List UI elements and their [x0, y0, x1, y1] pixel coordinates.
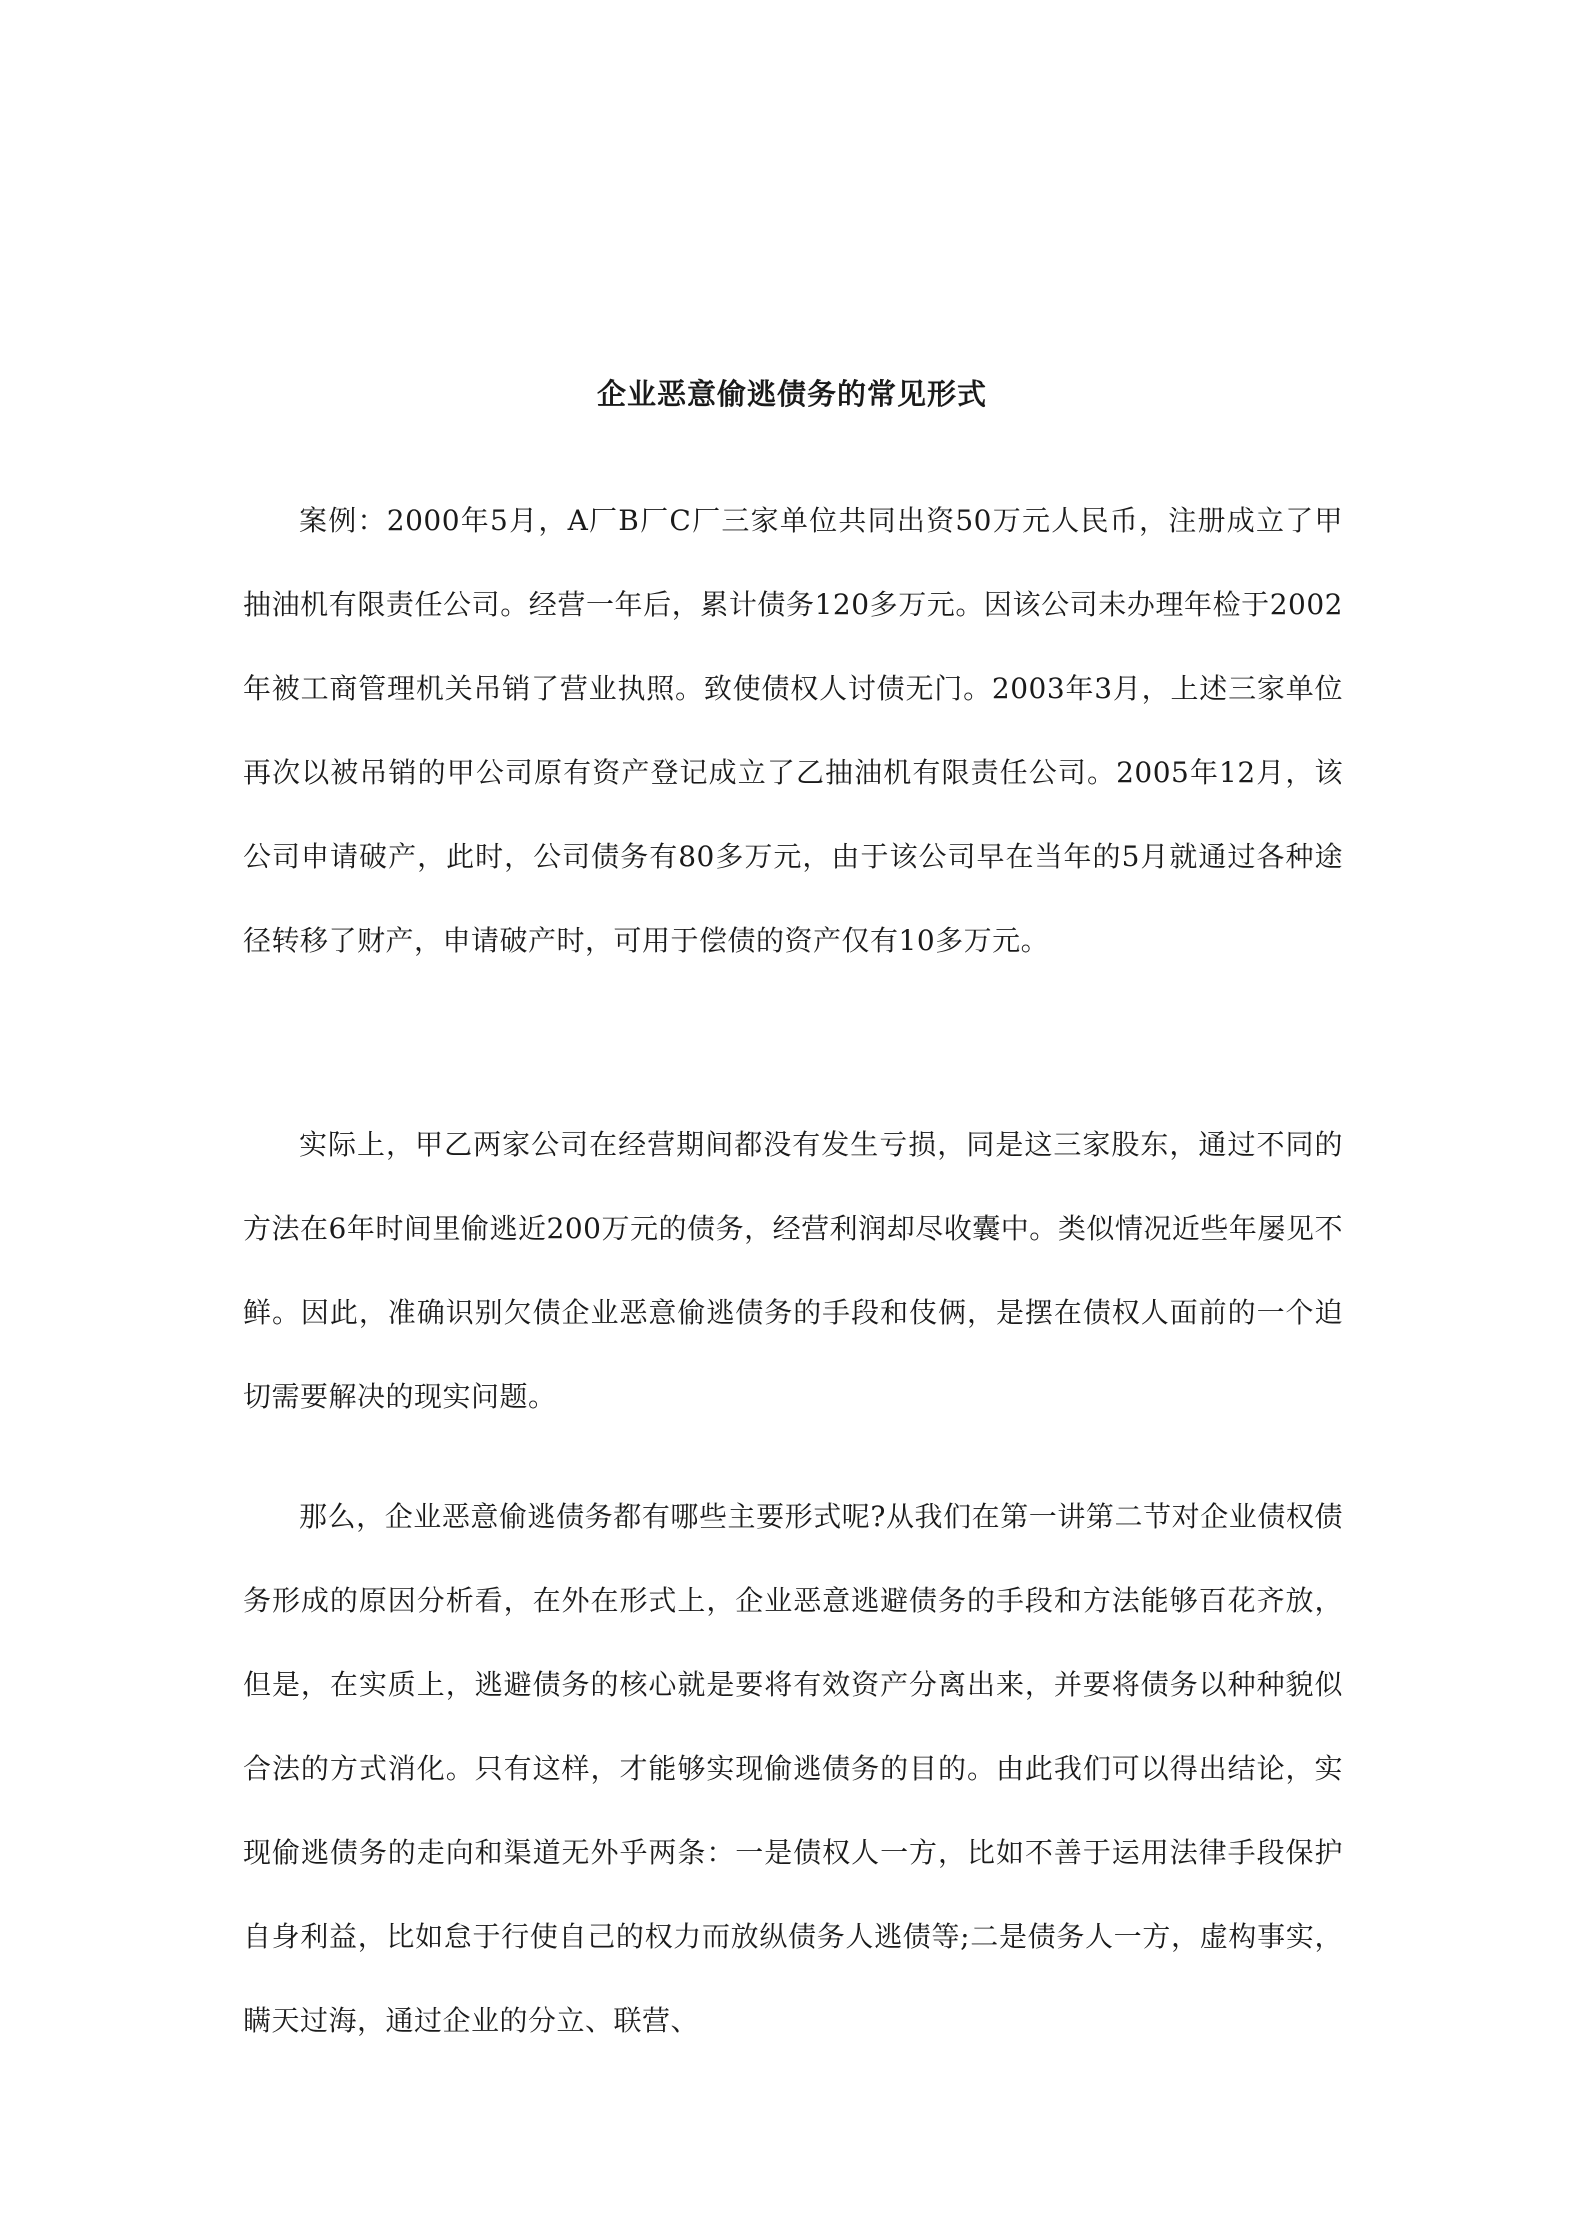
document-title: 企业恶意偷逃债务的常见形式 [596, 377, 987, 411]
paragraph-case: 案例：2000年5月，A厂B厂C厂三家单位共同出资50万元人民币，注册成立了甲抽油机有限责任公司。经营一年后，累计债务120多万元。因该公司未办理年检于2002年被工商管理机关吊销了营业执照。致使债权人讨债无门。2003年3月，上述三家单位再次以被吊销的甲公司原有资产登记成立了乙抽油机有限责任公司。2005年12月，该公司申请破产，此时，公司债务有80多万元，由于该公司早在当年的5月就通过各种途径转移了财产，申请破产时，可用于偿债的资产仅有10多万元。 [243, 504, 1343, 957]
paragraph-forms: 那么，企业恶意偷逃债务都有哪些主要形式呢?从我们在第一讲第二节对企业债权债务形成的原因分析看，在外在形式上，企业恶意逃避债务的手段和方法能够百花齐放，但是，在实质上，逃避债务的核心就是要将有效资产分离出来，并要将债务以种种貌似合法的方式消化。只有这样，才能够实现偷逃债务的目的。由此我们可以得出结论，实现偷逃债务的走向和渠道无外乎两条：一是债权人一方，比如不善于运用法律手段保护自身利益，比如怠于行使自己的权力而放纵债务人逃债等;二是债务人一方，虚构事实，瞒天过海，通过企业的分立、联营、 [243, 1500, 1343, 2037]
paragraph-analysis: 实际上，甲乙两家公司在经营期间都没有发生亏损，同是这三家股东，通过不同的方法在6年时间里偷逃近200万元的债务，经营利润却尽收囊中。类似情况近些年屡见不鲜。因此，准确识别欠债企业恶意偷逃债务的手段和伎俩，是摆在债权人面前的一个迫切需要解决的现实问题。 [243, 1128, 1343, 1413]
